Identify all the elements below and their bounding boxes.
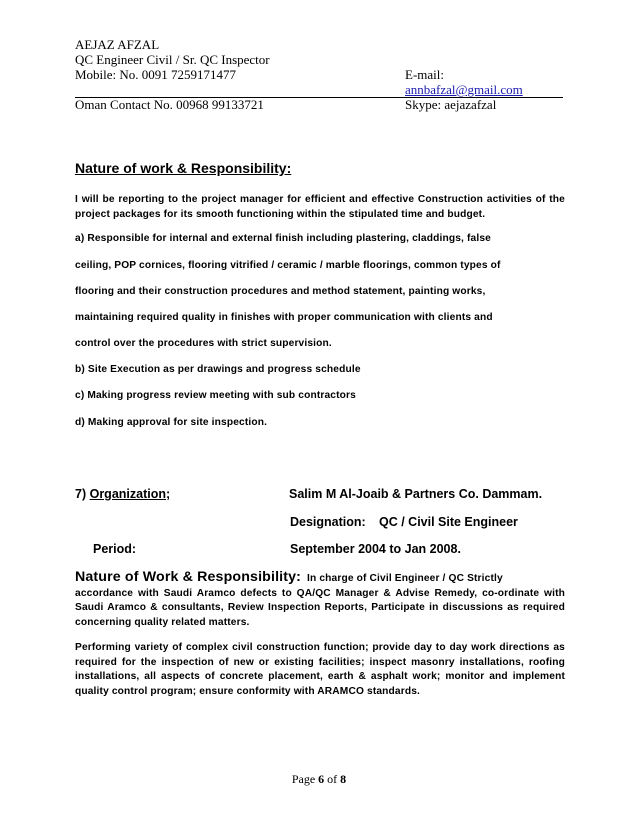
section1-a-line-1: a) Responsible for internal and external finish including plastering, claddings, false [75, 233, 491, 244]
section1-b: b) Site Execution as per drawings and progress schedule [75, 364, 361, 375]
email-line [405, 67, 563, 97]
section1-a-line-5: control over the procedures with strict supervision. [75, 338, 332, 349]
section1-c: c) Making progress review meeting with sub contractors [75, 390, 356, 401]
section1-a-line-4: maintaining required quality in finishes with proper communication with clients and [75, 312, 493, 323]
page-footer [0, 772, 638, 787]
section1-a-line-2: ceiling, POP cornices, flooring vitrified / ceramic / marble floorings, common types of [75, 260, 501, 271]
of-word: of [324, 772, 341, 786]
contact-row-1 [75, 67, 563, 97]
candidate-name: AEJAZ AFZAL [75, 37, 160, 52]
page-total: 8 [340, 772, 347, 786]
organization-value: Salim M Al-Joaib & Partners Co. Dammam. [289, 487, 543, 501]
section1-intro: I will be reporting to the project manager for efficient and effective Construction activities of the project packages for its smooth functioning within the stipulated time and budget. [75, 194, 565, 220]
mobile-number: Mobile: No. 0091 7259171477 [75, 67, 237, 82]
contact-row-2 [75, 97, 563, 112]
section2-performing: Performing variety of complex civil construction function; provide day to day work directions as required for the inspection of new or existing facilities; inspect masonry installations, roofing installations, all aspects of concrete placement, earth & asphalt work; monitor and implement quality control program; ensure conformity with ARAMCO standards. [75, 642, 565, 697]
section2-nature-block [75, 570, 565, 630]
section2-nature-heading: Nature of Work & Responsibility [75, 569, 297, 585]
section2-nature-colon: : [296, 569, 302, 585]
section1-a-line-3: flooring and their construction procedures and method statement, painting works, [75, 286, 486, 297]
skype-id: Skype: aejazafzal [405, 97, 497, 112]
header-divider [75, 97, 563, 98]
candidate-role: QC Engineer Civil / Sr. QC Inspector [75, 52, 270, 67]
period-value: September 2004 to Jan 2008. [290, 542, 461, 556]
period-label: Period: [93, 542, 137, 556]
section2-nature-body: accordance with Saudi Aramco defects to QA/QC Manager & Advise Remedy, co-ordinate with Saudi Aramco & consultants, Review Inspection Reports, Participate in discussions as required concerning quality related matters. [75, 587, 565, 628]
page-number: 6 [318, 772, 325, 786]
section2-nature-inline: In charge of Civil Engineer / QC Strictly [307, 573, 503, 584]
organization-separator: ; [166, 487, 171, 501]
resume-header [75, 37, 563, 112]
designation-label: Designation: [290, 515, 366, 529]
email-label: E-mail: [405, 67, 444, 82]
organization-label: Organization [89, 487, 166, 501]
organization-label-line [75, 487, 170, 501]
section-number: 7) [75, 487, 90, 501]
email-link[interactable]: annbafzal@gmail.com [405, 82, 523, 97]
designation-value: QC / Civil Site Engineer [379, 515, 518, 529]
section1-d: d) Making approval for site inspection. [75, 417, 268, 428]
section1-heading: Nature of work & Responsibility: [75, 160, 292, 176]
oman-contact: Oman Contact No. 00968 99133721 [75, 97, 264, 112]
page-word: Page [291, 772, 319, 786]
